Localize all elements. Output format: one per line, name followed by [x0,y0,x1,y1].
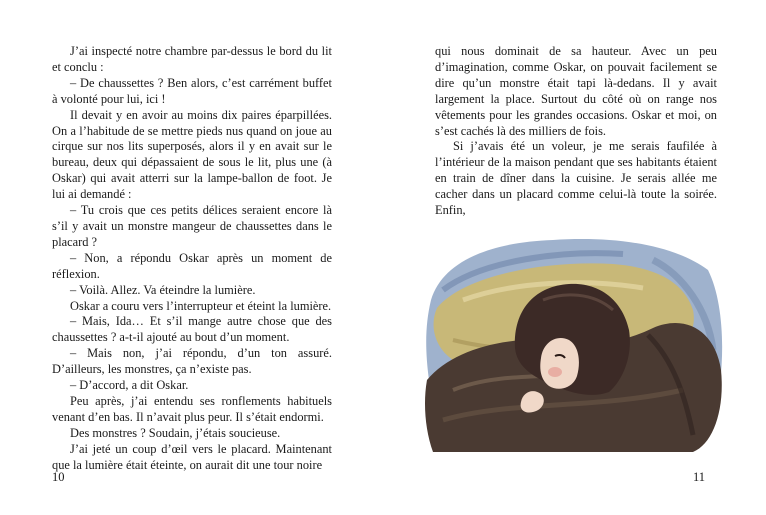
right-page-text [435,44,717,219]
paragraph: Des monstres ? Soudain, j’étais soucieuse. [70,425,281,440]
paragraph: – Tu crois que ces petits délices seraient encore là s’il y avait un monstre mangeur de chaussettes dans le placard ? [52,203,332,249]
paragraph: – Voilà. Allez. Va éteindre la lumière. [70,282,256,297]
paragraph: J’ai inspecté notre chambre par-dessus le bord du lit et conclu : [52,44,332,74]
paragraph: – Mais non, j’ai répondu, d’un ton assuré. D’ailleurs, les monstres, ça n’existe pas. [52,346,332,377]
page-number: 10 [52,470,65,484]
paragraph: qui nous dominait de sa hauteur. Avec un peu d’imagination, comme Oskar, on pouvait facilement se dire qu’un monstre était tapi là-dedans. Il y avait largement la place. Surtout du côté où on range nos vêtements pour les grandes occasions. Oskar et moi, on s’est cachés là des milliers de fois. [435,44,717,138]
paragraph: Oskar a couru vers l’interrupteur et éteint la lumière. [70,298,332,313]
paragraph: J’ai jeté un coup d’œil vers le placard. Maintenant que la lumière était éteinte, on aurait dit une tour noire [52,441,332,472]
right-page [383,0,766,515]
paragraph: – De chaussettes ? Ben alors, c’est carrément buffet à volonté pour lui, ici ! [52,75,332,106]
paragraph: Il devait y en avoir au moins dix paires éparpillées. On a l’habitude de se mettre pieds nus quand on joue au cirque sur nos lits superposés, alors il y en avait sur le bureau, deux qui dépassaient de sous le lit, plus une (à Oskar) qui avait atterri sur la lampe-ballon de foot. Je lui ai demandé : [52,107,332,202]
paragraph: Si j’avais été un voleur, je me serais faufilée à l’intérieur de la maison pendant que ses habitants étaient en train de dîner dans la cuisine. Je serais allée me cacher dans un placard comme celui-là toute la soirée. Enfin, [435,139,717,218]
left-page-text [52,44,332,473]
face [540,338,579,389]
paragraph: – Mais, Ida… Et s’il mange autre chose que des chaussettes ? a-t-il ajouté au bout d’un moment. [52,314,332,345]
paragraph: – Non, a répondu Oskar après un moment de réflexion. [52,250,332,281]
cheek [548,367,562,377]
page-number: 11 [693,470,706,484]
paragraph: Peu après, j’ai entendu ses ronflements habituels venant d’en bas. Il n’avait plus peur. Il s’était endormi. [52,393,332,424]
girl-under-blanket-illustration [423,230,728,455]
paragraph: – D’accord, a dit Oskar. [70,378,189,393]
